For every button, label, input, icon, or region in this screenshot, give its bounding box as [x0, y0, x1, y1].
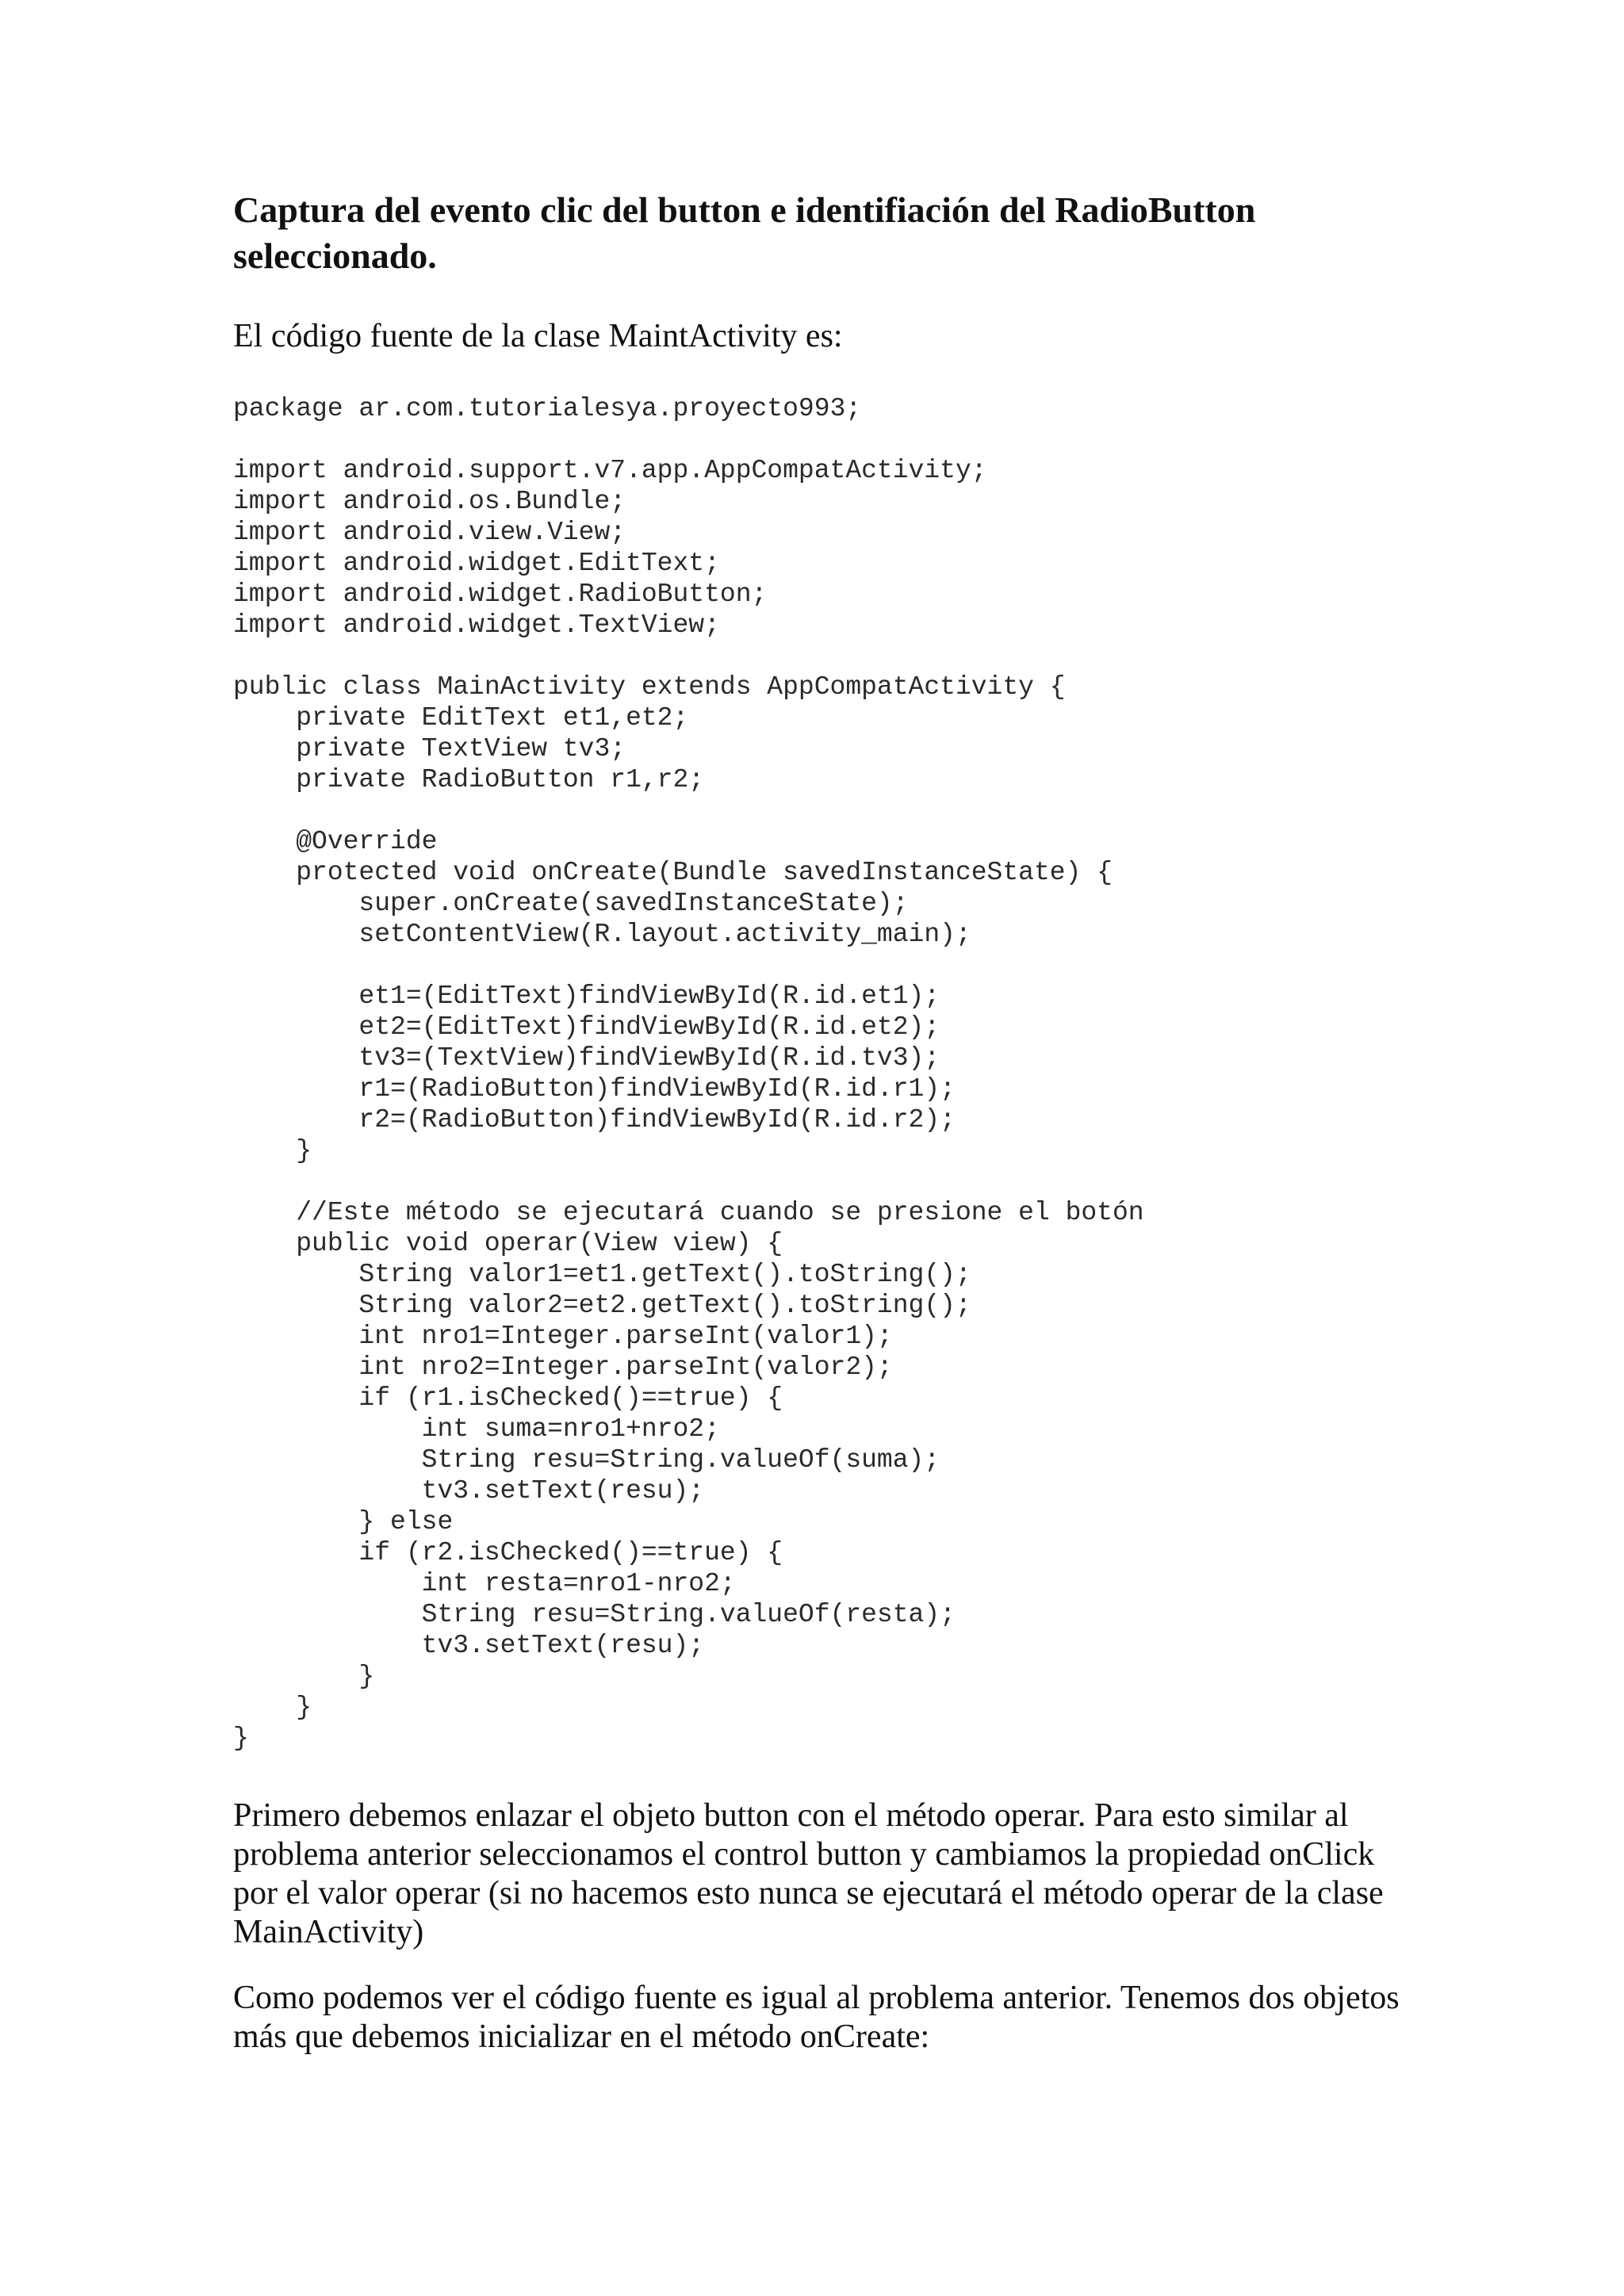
code-line: public void operar(View view) { — [233, 1229, 783, 1258]
code-line: @Override — [233, 827, 438, 856]
code-line: private TextView tv3; — [233, 734, 626, 763]
code-line: } — [233, 1662, 375, 1691]
code-line: tv3=(TextView)findViewById(R.id.tv3); — [233, 1043, 940, 1073]
code-line — [233, 950, 1144, 981]
code-line: int nro2=Integer.parseInt(valor2); — [233, 1353, 893, 1382]
code-line: String valor2=et2.getText().toString(); — [233, 1291, 971, 1320]
code-line: if (r1.isChecked()==true) { — [233, 1383, 783, 1413]
code-line: } — [233, 1693, 312, 1722]
code-line: import android.widget.RadioButton; — [233, 580, 768, 609]
code-line: String resu=String.valueOf(resta); — [233, 1600, 956, 1629]
intro-text: El código fuente de la clase MaintActivity es: — [233, 318, 843, 354]
code-line: String resu=String.valueOf(suma); — [233, 1445, 940, 1475]
code-line: import android.widget.TextView; — [233, 610, 720, 640]
paragraph-line: más que debemos inicializar en el método onCreate: — [233, 2019, 930, 2055]
code-line — [233, 795, 1144, 826]
code-line: int resta=nro1-nro2; — [233, 1569, 736, 1598]
paragraph-line: problema anterior seleccionamos el control button y cambiamos la propiedad onClick — [233, 1836, 1375, 1873]
code-line: setContentView(R.layout.activity_main); — [233, 920, 971, 949]
code-line: et1=(EditText)findViewById(R.id.et1); — [233, 982, 940, 1011]
code-line: private RadioButton r1,r2; — [233, 765, 705, 794]
paragraph-line: Como podemos ver el código fuente es igual al problema anterior. Tenemos dos objetos — [233, 1980, 1400, 2016]
code-line: et2=(EditText)findViewById(R.id.et2); — [233, 1012, 940, 1042]
code-line: import android.support.v7.app.AppCompatActivity; — [233, 456, 987, 485]
paragraph-line: MainActivity) — [233, 1914, 424, 1950]
paragraph-line: Primero debemos enlazar el objeto button con el método operar. Para esto similar al — [233, 1797, 1349, 1834]
code-line: } else — [233, 1507, 454, 1536]
code-line: tv3.setText(resu); — [233, 1631, 705, 1660]
explanation-paragraph — [233, 1979, 1400, 2057]
code-line: } — [233, 1724, 249, 1753]
code-line: //Este método se ejecutará cuando se presione el botón — [233, 1198, 1144, 1227]
section-heading: Captura del evento clic del button e identifiación del RadioButton seleccionado. — [233, 189, 1256, 276]
code-line: tv3.setText(resu); — [233, 1476, 705, 1506]
code-line: } — [233, 1136, 312, 1165]
paragraph-line: por el valor operar (si no hacemos esto nunca se ejecutará el método operar de la clase — [233, 1875, 1384, 1911]
code-line: String valor1=et1.getText().toString(); — [233, 1260, 971, 1289]
explanation-paragraph — [233, 1797, 1384, 1952]
code-line: import android.os.Bundle; — [233, 487, 626, 516]
code-line: r1=(RadioButton)findViewById(R.id.r1); — [233, 1074, 956, 1104]
code-line: protected void onCreate(Bundle savedInstanceState) { — [233, 858, 1113, 887]
code-line: import android.view.View; — [233, 518, 626, 547]
code-line: private EditText et1,et2; — [233, 703, 689, 733]
code-line: import android.widget.EditText; — [233, 549, 720, 578]
code-line — [233, 424, 1144, 455]
code-line: super.onCreate(savedInstanceState); — [233, 889, 909, 918]
code-line: package ar.com.tutorialesya.proyecto993; — [233, 394, 862, 423]
code-line — [233, 1166, 1144, 1197]
code-line: if (r2.isChecked()==true) { — [233, 1538, 783, 1567]
code-line: public class MainActivity extends AppCompatActivity { — [233, 672, 1066, 702]
code-line: r2=(RadioButton)findViewById(R.id.r2); — [233, 1105, 956, 1135]
code-listing — [233, 393, 1144, 1754]
code-line: int nro1=Integer.parseInt(valor1); — [233, 1322, 893, 1351]
code-line: int suma=nro1+nro2; — [233, 1414, 720, 1444]
code-line — [233, 641, 1144, 672]
